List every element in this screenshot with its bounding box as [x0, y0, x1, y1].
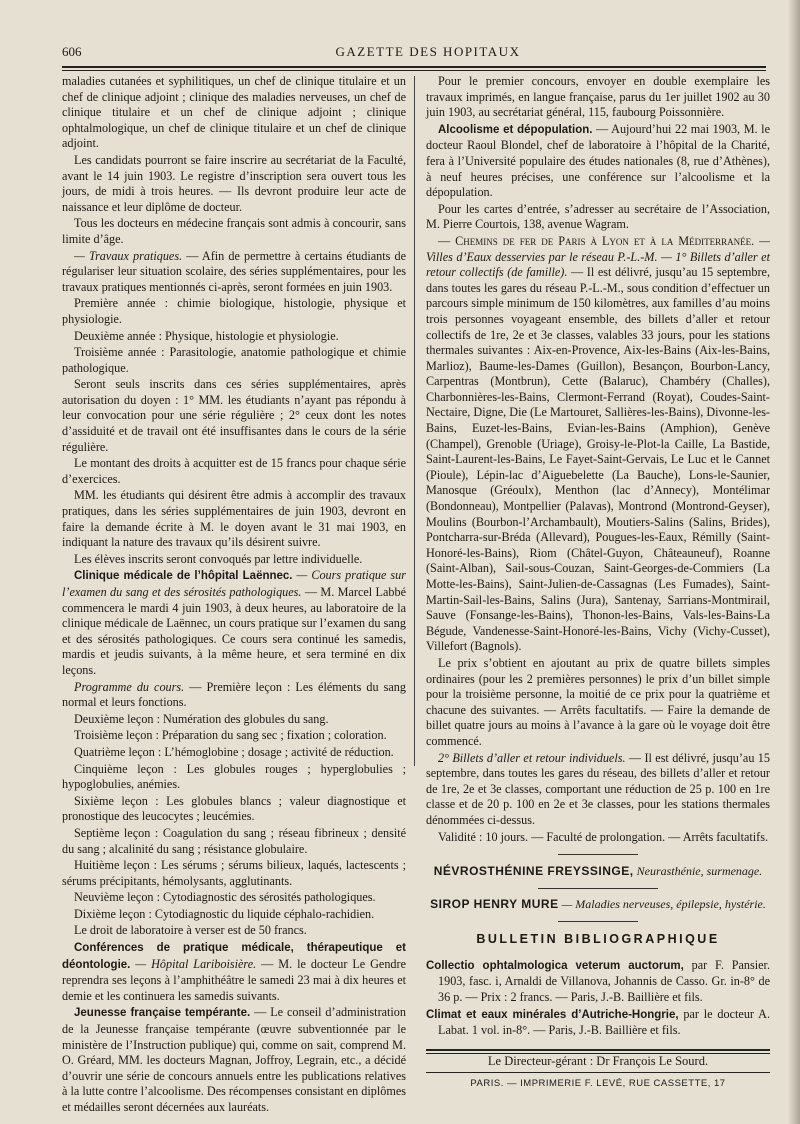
separator-rule [558, 921, 638, 922]
bibliography-entry: Climat et eaux minérales d’Autriche-Hongrie, par le docteur A. Labat. 1 vol. in-8°. — Paris, J.-B. Baillière et fils. [426, 1006, 770, 1038]
paragraph: Deuxième année : Physique, histologie et physiologie. [74, 328, 339, 343]
section-heading: Conférences de pratique médicale, thérapeutique et déontologie. [62, 942, 406, 971]
paragraph: Jeunesse française tempérante. — Le conseil d’administration de la Jeunesse française tempérante (œuvre subventionnée par le ministère de l’Instruction publique) qui, comme on sait, comprend M. O. Gréard, MM. les docteurs Magnan, Joffroy, Legrain, etc., a décidé d’ouvrir une série de concours annuels entre les publications relatives à la lutte contre l’alcoolisme. Des récompenses consistant en diplômes et médailles seront décernées aux lauréats. [62, 1005, 406, 1114]
header-rule-thin [62, 70, 766, 71]
paragraph: Clinique médicale de l’hôpital Laënnec. — Cours pratique sur l’examen du sang et des sérosités pathologiques. — M. Marcel Labbé commencera le mardi 4 juin 1903, à deux heures, au laboratoire de la clinique médicale de Laënnec, un cours pratique sur l’examen du sang et des sérosités pathologiques. Ce cours sera continué les samedis, mardis et jeudis suivants, à la même heure, et sera terminé en dix leçons. [62, 568, 406, 677]
paragraph: Le montant des droits à acquitter est de 15 francs pour chaque série d’exercices. [62, 456, 406, 486]
section-heading: Jeunesse française tempérante. [74, 1007, 251, 1020]
separator-rule [558, 854, 638, 855]
paragraph: Troisième année : Parasitologie, anatomie pathologique et chimie pathologique. [62, 345, 406, 375]
paragraph: Pour le premier concours, envoyer en double exemplaire les travaux imprimés, en langue française, parus du 1er juillet 1902 au 30 juin 1903, au secrétariat général, 115, faubourg Poissonnière. [426, 74, 770, 120]
right-column [426, 74, 770, 1092]
paragraph: MM. les étudiants qui désirent être admis à accomplir des travaux pratiques, dans les séries supplémentaires de juin 1903, devront en faire la demande écrite à M. le doyen avant le 31 mai 1903, en indiquant la nature des travaux qu’ils désirent suivre. [62, 488, 406, 550]
printer-line: PARIS. — IMPRIMERIE F. LEVÉ, RUE CASSETTE, 17 [426, 1072, 770, 1092]
paragraph: — Travaux pratiques. — Afin de permettre à certains étudiants de régulariser leur situation scolaire, des séries supplémentaires, pour les travaux pratiques mentionnés ci-après, seront formées en juin 1903. [62, 248, 407, 294]
section-heading: Clinique médicale de l’hôpital Laënnec. [74, 570, 293, 583]
director-line: Le Directeur-gérant : Dr François Le Sourd. [426, 1049, 770, 1070]
paragraph: Tous les docteurs en médecine français sont admis à concourir, sans limite d’âge. [62, 216, 406, 246]
section-heading: — Chemins de fer de Paris à Lyon et à la Méditerranée. [438, 233, 755, 248]
section-heading: Programme du cours. [74, 679, 185, 694]
page-number: 606 [62, 44, 82, 59]
paragraph: Septième leçon : Coagulation du sang ; réseau fibrineux ; densité du sang ; alcalinité du sang ; résistance globulaire. [62, 825, 406, 856]
journal-title: GAZETTE DES HOPITAUX [335, 44, 521, 59]
header-rule [62, 66, 766, 68]
paragraph: Seront seuls inscrits dans ces séries supplémentaires, après autorisation du doyen : 1° MM. les étudiants n’ayant pas répondu à leur convocation pour une série régulière ; 2° ceux dont les notes d’assiduité et de travail ont été insuffisantes dans le cours de la série régulière. [62, 377, 406, 454]
advert-brand: NÉVROSTHÉNINE FREYSSINGE, [433, 864, 634, 879]
paragraph: Le prix s’obtient en ajoutant au prix de quatre billets simples ordinaires (pour les 2 premières personnes) le prix d’un billet simple pour la troisième personne, la moitié de ce prix pour la quatrième et chacune des suivantes. — Arrêts facultatifs. — Faire la demande de billet quatre jours au moins à l’avance à la gare où le voyage doit être commencé. [426, 655, 770, 748]
paragraph: Cinquième leçon : Les globules rouges ; hyperglobulies ; hypoglobulies, anémies. [62, 761, 406, 792]
page-header [62, 44, 794, 64]
paragraph: Première année : chimie biologique, histologie, physique et physiologie. [62, 296, 406, 326]
paragraph: Programme du cours. — Première leçon : Les éléments du sang normal et leurs fonctions. [62, 679, 406, 710]
bulletin-title: BULLETIN BIBLIOGRAPHIQUE [476, 932, 720, 947]
paragraph: Deuxième leçon : Numération des globules du sang. [74, 711, 329, 726]
separator-rule [538, 888, 658, 889]
advertisement: NÉVROSTHÉNINE FREYSSINGE, Neurasthénie, surmenage. [433, 864, 763, 879]
section-heading: — Travaux pratiques. [74, 248, 183, 263]
paragraph: Sixième leçon : Les globules blancs ; valeur diagnostique et pronostique des leucocytes ; leucémies. [62, 793, 406, 824]
section-heading: Alcoolisme et dépopulation. [438, 123, 593, 136]
bibliography-entry: Collectio ophtalmologica veterum auctorum, par F. Pansier. 1903, fasc. i, Arnaldi de Villanova, Johannis de Casso. Gr. in-8° de 36 p. — Prix : 2 francs. — Paris, J.-B. Baillière et fils. [426, 957, 770, 1005]
left-column [62, 74, 406, 1117]
paragraph: Alcoolisme et dépopulation. — Aujourd’hui 22 mai 1903, M. le docteur Raoul Blondel, chef de laboratoire à l’hôpital de la Charité, fera à l’Université populaire des études nationales (8, rue d’Athènes), à neuf heures précises, une conférence sur l’alcoolisme et la dépopulation. [426, 121, 770, 200]
paragraph: Huitième leçon : Les sérums ; sérums bilieux, laqués, lactescents ; sérums précipitants, hémolysants, agglutinants. [62, 858, 406, 888]
paragraph: Les élèves inscrits seront convoqués par lettre individuelle. [74, 551, 363, 566]
paragraph: maladies cutanées et syphilitiques, un chef de clinique titulaire et un chef de clinique adjoint ; clinique des maladies nerveuses, un chef de clinique titulaire et un chef de clinique adjoint ; clinique ophtalmologique, un chef de clinique titulaire et un chef de clinique adjoint. [62, 74, 406, 151]
paragraph: Validité : 10 jours. — Faculté de prolongation. — Arrêts facultatifs. [438, 829, 769, 844]
paragraph: Neuvième leçon : Cytodiagnostic des sérosités pathologiques. [74, 890, 376, 905]
paragraph: — Chemins de fer de Paris à Lyon et à la Méditerranée. — Villes d’Eaux desservies par le réseau P.-L.-M. — 1° Billets d’aller et retour collectifs (de famille). — Il est délivré, jusqu’au 15 septembre, dans toutes les gares du réseau P.-L.-M., sous condition d’effectuer un parcours simple minimum de 150 kilomètres, aux familles d’au moins trois personnes voyageant ensemble, des billets d’aller et retour collectifs de 1re, 2e et 3e classes, valables 33 jours, pour les stations thermales suivantes : Aix-en-Provence, Aix-les-Bains (Aix-les-Bains, Marlioz), Baume-les-Dames (Guillon), Besançon, Bourbon-Lancy, Carpentras (Montbrun), Cette (Balaruc), Chambéry (Challes), Charbonnières-les-Bains, Clermont-Ferrand (Royat), Coudes-Saint-Nectaire, Digne, Die (Le Martouret, Sallières-les-Bains), Divonne-les-Bains, Euzet-les-Bains, Evian-les-Bains (Amphion), Genève (Champel), Grenoble (Uriage), Groisy-le-Plot-la Caille, La Bastide, Saint-Laurent-les-Bains, Le Fayet-Saint-Gervais, Le Luc et le Cannet (Pioule), Lépin-lac d’Aiguebelette (La Bauche), Lons-le-Saunier, Manosque (Gréoulx), Menthon (lac d’Annecy), Montélimar (Bondonneau), Montpellier (Palavas), Montrond (Montrond-Geyser), Moulins (Bourbon-l’Archambault), Moutiers-Salins (Salins, Brides), Pontcharra-sur-Bréda (Allevard), Pougues-les-Eaux, Rémilly (Saint-Honoré-les-Bains), Riom (Châtel-Guyon, Châteauneuf), Roanne (Saint-Alban), Sail-sous-Couzan, Saint-Georges-de-Commiers (La Motte-les-Bains), Saint-Julien-de-Cassagnas (Les Fumades), Saint-Martin-Sail-les-Bains, Salins (Jura), Santenay, Sarrians-Montmirail, Sauve (Fonsange-les-Bains), Thonon-les-Bains, Vals-les-Bains-La Bégude, Vandenesse-Saint-Honoré-les-Bains, Vichy (Vichy-Cusset), Villefort (Bagnols). [426, 233, 771, 654]
paragraph: Conférences de pratique médicale, thérapeutique et déontologie. — Hôpital Lariboisière. — M. le docteur Le Gendre reprendra ses leçons à l’amphithéâtre le samedi 23 mai à dix heures et demie et les continuera les samedis suivants. [62, 942, 406, 1003]
section-heading: 2° Billets d’aller et retour individuels. [438, 750, 626, 765]
column-divider [414, 76, 415, 766]
paragraph: Troisième leçon : Préparation du sang sec ; fixation ; coloration. [74, 728, 387, 743]
paragraph: Dixième leçon : Cytodiagnostic du liquide céphalo-rachidien. [74, 906, 375, 921]
advertisement: SIROP HENRY MURE — Maladies nerveuses, épilepsie, hystérie. [430, 896, 766, 911]
paragraph: Le droit de laboratoire à verser est de 50 francs. [74, 923, 307, 938]
paragraph: Pour les cartes d’entrée, s’adresser au secrétaire de l’Association, M. Pierre Courtois, 138, avenue Wagram. [426, 201, 770, 232]
paragraph: 2° Billets d’aller et retour individuels. — Il est délivré, jusqu’au 15 septembre, dans toutes les gares du réseau, des billets d’aller et retour de 1re, 2e et 3e classes, comportant une réduction de 25 p. 100 en 1re classe et de 20 p. 100 en 2e et 3e classes, pour les stations thermales dénommées ci-dessus. [426, 750, 770, 827]
paragraph: Quatrième leçon : L’hémoglobine ; dosage ; activité de réduction. [74, 744, 394, 759]
advert-brand: SIROP HENRY MURE [430, 896, 559, 911]
paragraph: Les candidats pourront se faire inscrire au secrétariat de la Faculté, avant le 14 juin 1903. Le registre d’inscription sera ouvert tous les jours, de midi à trois heures. — Ils devront produire leur acte de naissance et leur diplôme de docteur. [62, 152, 406, 214]
